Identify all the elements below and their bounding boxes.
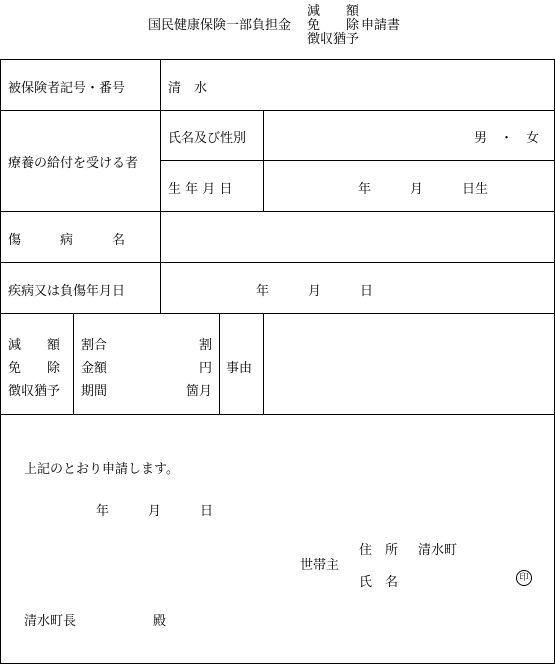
period-unit: 箇月 (186, 384, 213, 399)
title-option-deferral: 徴収猶予 (307, 32, 360, 47)
period-label: 期間 (81, 384, 108, 399)
seal-mark: 印 (516, 570, 532, 586)
address-label: 住 所 (359, 543, 399, 558)
title-option-exemption: 免 除 (307, 18, 360, 33)
householder-label: 世帯主 (300, 558, 340, 573)
onset-date-value[interactable]: 年 月 日 (256, 284, 374, 299)
recipient-label: 療養の給付を受ける者 (8, 156, 139, 171)
disease-name-label: 傷 病 名 (8, 233, 126, 248)
amount-unit: 円 (199, 361, 213, 376)
title-option-reduction: 減 額 (307, 4, 360, 19)
ratio-label: 割合 (81, 338, 108, 353)
address-value[interactable]: 清水町 (418, 543, 458, 558)
name-sex-label: 氏名及び性別 (168, 131, 247, 146)
honorific: 殿 (153, 614, 167, 629)
type-reduction[interactable]: 減 額 (8, 338, 61, 353)
onset-date-label: 疾病又は負傷年月日 (8, 284, 126, 299)
addressee: 清水町長 (24, 614, 77, 629)
insured-number-label: 被保険者記号・番号 (8, 81, 126, 96)
application-statement: 上記のとおり申請します。 (24, 462, 179, 477)
sex-choice[interactable]: 男 ・ 女 (474, 131, 540, 146)
type-deferral[interactable]: 徴収猶予 (8, 384, 61, 399)
reason-label: 事由 (226, 361, 253, 376)
title-suffix: 申請書 (361, 18, 401, 33)
date-of-birth-label: 生 年 月 日 (168, 182, 233, 197)
insured-number-value[interactable]: 清 水 (168, 81, 208, 96)
title-prefix: 国民健康保険一部負担金 (148, 18, 292, 33)
householder-name-label: 氏 名 (359, 575, 399, 590)
application-date[interactable]: 年 月 日 (96, 504, 214, 519)
amount-label: 金額 (81, 361, 108, 376)
date-of-birth-value[interactable]: 年 月 日生 (358, 182, 489, 197)
type-exemption[interactable]: 免 除 (8, 361, 61, 376)
ratio-unit: 割 (199, 338, 213, 353)
